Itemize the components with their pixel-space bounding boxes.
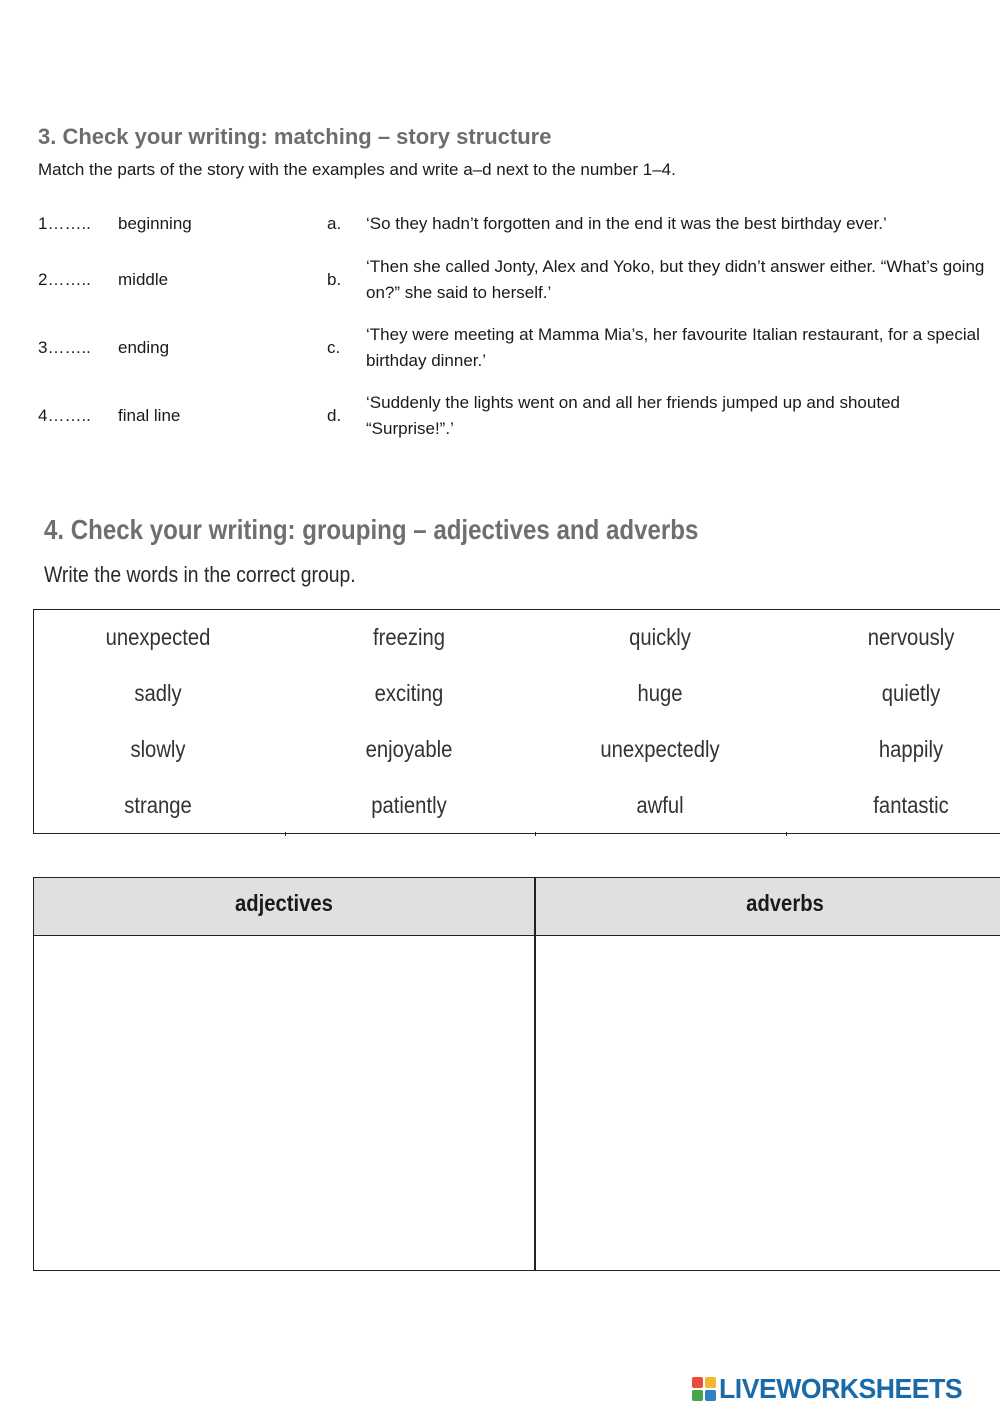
- word-item: strange: [124, 792, 192, 818]
- liveworksheets-logo: [692, 1373, 975, 1405]
- part-number-2: 2……..: [38, 270, 91, 289]
- example-text-d: ‘Suddenly the lights went on and all her friends jumped up and shouted “Surprise!”.’: [366, 393, 900, 438]
- adjectives-drop-area[interactable]: [35, 937, 533, 1269]
- example-letter-b: b.: [327, 270, 342, 289]
- part-number-3: 3……..: [38, 338, 91, 357]
- word-item: unexpectedly: [600, 736, 720, 762]
- liveworksheets-logo-text: LIVEWORKSHEETS: [719, 1373, 963, 1404]
- section-4-instruction: Write the words in the correct group.: [44, 562, 356, 587]
- part-number-1: 1……..: [38, 214, 91, 233]
- part-label-final-line: final line: [118, 406, 181, 425]
- word-bank-divider-tick: [285, 832, 286, 836]
- word-bank-divider-tick: [786, 832, 787, 836]
- example-letter-a: a.: [327, 214, 342, 233]
- example-text-a: ‘So they hadn’t forgotten and in the end it was the best birthday ever.’: [366, 214, 887, 233]
- word-item: nervously: [867, 624, 955, 650]
- word-item: exciting: [374, 680, 444, 706]
- liveworksheets-logo-icon: [692, 1377, 716, 1401]
- example-letter-d: d.: [327, 406, 342, 425]
- word-item: fantastic: [873, 792, 949, 818]
- word-bank-divider-tick: [535, 832, 536, 836]
- part-label-middle: middle: [118, 270, 169, 289]
- part-label-ending: ending: [118, 338, 170, 357]
- part-number-4: 4……..: [38, 406, 91, 425]
- example-text-b: ‘Then she called Jonty, Alex and Yoko, but they didn’t answer either. “What’s going on?” she said to herself.’: [366, 257, 985, 302]
- word-item: slowly: [130, 736, 186, 762]
- word-item: quickly: [629, 624, 691, 650]
- word-item: quietly: [881, 680, 941, 706]
- word-item: happily: [878, 736, 944, 762]
- section-4-title: 4. Check your writing: grouping – adjectives and adverbs: [44, 514, 699, 545]
- section-3-title: 3. Check your writing: matching – story structure: [38, 124, 552, 149]
- adjectives-column-header: adjectives: [235, 890, 333, 916]
- word-item: huge: [637, 680, 683, 706]
- word-item: patiently: [371, 792, 447, 818]
- section-3-instruction: Match the parts of the story with the examples and write a–d next to the number 1–4.: [38, 160, 676, 179]
- word-item: sadly: [134, 680, 182, 706]
- grouping-table-divider: [534, 878, 536, 1270]
- part-label-beginning: beginning: [118, 214, 192, 233]
- adverbs-drop-area[interactable]: [537, 937, 999, 1269]
- word-item: freezing: [372, 624, 445, 650]
- word-item: enjoyable: [365, 736, 453, 762]
- word-item: unexpected: [105, 624, 211, 650]
- word-item: awful: [636, 792, 684, 818]
- example-text-c: ‘They were meeting at Mamma Mia’s, her favourite Italian restaurant, for a special birthday dinner.’: [366, 325, 980, 370]
- adverbs-column-header: adverbs: [746, 890, 824, 916]
- example-letter-c: c.: [327, 338, 341, 357]
